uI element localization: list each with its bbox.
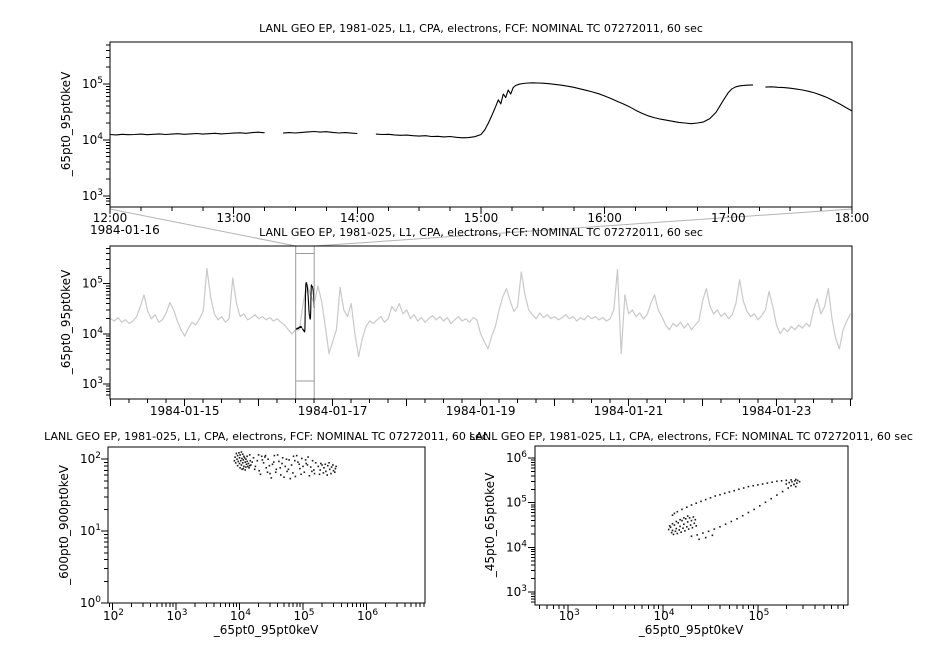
- tick-label: $10^5$: [505, 494, 527, 510]
- scatter-right-xlabel: _65pt0_95pt0keV: [638, 623, 744, 637]
- x-tick-label: 15:00: [463, 211, 499, 225]
- scatter-right-ylabel: _45pt0_65pt0keV: [483, 472, 497, 578]
- tick-label: $10^4$: [81, 131, 103, 147]
- x-tick-label: 13:00: [216, 211, 251, 225]
- x-tick-label: 17:00: [711, 211, 746, 225]
- tick-label: $10^5$: [81, 275, 103, 291]
- x-tick-label: 14:00: [340, 211, 375, 225]
- plot-frame: [110, 246, 852, 399]
- plot-frame: [535, 446, 848, 605]
- tick-label: $10^3$: [166, 608, 188, 623]
- context-timeseries-panel[interactable]: [82, 246, 852, 418]
- series-line: [296, 283, 315, 332]
- plot-frame: [110, 42, 852, 207]
- context-panel-ylabel: _65pt0_95pt0keV: [59, 269, 73, 375]
- top-panel-ylabel: _65pt0_95pt0keV: [59, 71, 73, 177]
- series-line: [111, 269, 851, 357]
- x-tick-label: 1984-01-21: [593, 404, 664, 418]
- tick-label: $10^3$: [81, 187, 103, 203]
- scatter-left-ylabel: _600pt0_900pt0keV: [57, 465, 71, 585]
- top-panel-title: LANL GEO EP, 1981-025, L1, CPA, electrons, FCF: NOMINAL TC 07272011, 60 sec: [259, 22, 703, 35]
- tick-label: $10^4$: [81, 325, 103, 341]
- top-timeseries-panel[interactable]: [82, 42, 869, 225]
- tick-label: $10^6$: [357, 608, 379, 623]
- top-panel-context-date: 1984-01-16: [90, 223, 160, 237]
- x-tick-label: 1984-01-17: [297, 404, 368, 418]
- x-tick-label: 12:00: [92, 211, 128, 225]
- tick-label: $10^2$: [102, 608, 124, 623]
- x-tick-label: 1984-01-15: [149, 404, 220, 418]
- tick-label: $10^4$: [505, 539, 527, 555]
- scatter-left-title: LANL GEO EP, 1981-025, L1, CPA, electrons, FCF: NOMINAL TC 07272011, 60 sec: [44, 430, 488, 443]
- x-tick-label: 18:00: [834, 211, 870, 225]
- x-tick-label: 1984-01-23: [741, 404, 812, 418]
- plot-frame: [108, 447, 425, 603]
- tick-label: $10^3$: [505, 584, 527, 600]
- x-tick-label: 1984-01-19: [445, 404, 516, 418]
- x-tick-label: 16:00: [587, 211, 622, 225]
- series-line: [110, 83, 852, 138]
- tick-label: $10^2$: [79, 451, 101, 467]
- scatter-left-xlabel: _65pt0_95pt0keV: [213, 623, 319, 637]
- scatter-right-title: LANL GEO EP, 1981-025, L1, CPA, electrons, FCF: NOMINAL TC 07272011, 60 sec: [469, 430, 913, 443]
- tick-label: $10^5$: [748, 608, 770, 623]
- tick-label: $10^6$: [505, 450, 527, 466]
- tick-label: $10^4$: [229, 608, 252, 623]
- tick-label: $10^5$: [81, 75, 103, 91]
- context-panel-title: LANL GEO EP, 1981-025, L1, CPA, electrons, FCF: NOMINAL TC 07272011, 60 sec: [259, 226, 703, 239]
- tick-label: $10^3$: [558, 608, 580, 623]
- tick-label: $10^5$: [293, 608, 315, 623]
- scatter-left-panel[interactable]: [80, 447, 425, 623]
- tick-label: $10^1$: [79, 523, 101, 539]
- tick-label: $10^0$: [79, 595, 101, 610]
- scatter-right-panel[interactable]: [506, 446, 848, 623]
- corr-45-65-vs-65-95: [668, 479, 800, 540]
- tick-label: $10^3$: [81, 375, 103, 391]
- tick-label: $10^4$: [653, 608, 675, 623]
- corr-600-900-vs-65-95: [234, 451, 337, 479]
